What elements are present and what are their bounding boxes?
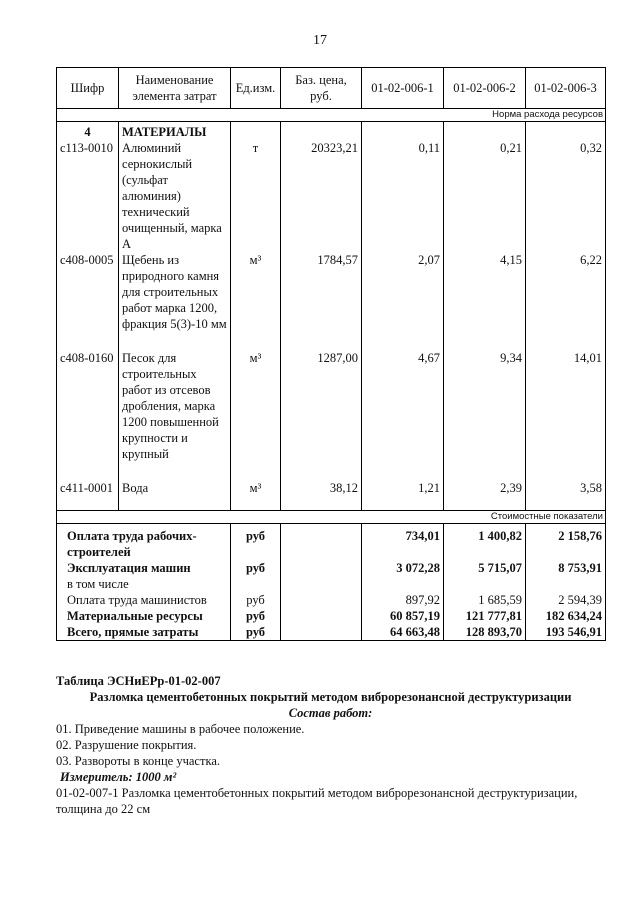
- cost-value-3: 193 546,91: [526, 624, 606, 641]
- cost-row: [57, 592, 606, 608]
- table-row: [57, 480, 606, 511]
- resource-value-1: 1,21: [362, 480, 444, 511]
- resource-name: Алюминий сернокислый (сульфат алюминия) технический очищенный, марка А: [119, 140, 231, 252]
- resource-name: Вода: [119, 480, 231, 511]
- cost-row: [57, 576, 606, 592]
- section-norms-label: Норма расхода ресурсов: [57, 109, 606, 122]
- cost-price-empty: [281, 624, 362, 641]
- section-costs-label: Стоимостные показатели: [57, 511, 606, 524]
- header-name: Наименование элемента затрат: [119, 68, 231, 109]
- resource-value-3: 3,58: [526, 480, 606, 511]
- resource-value-1: 2,07: [362, 252, 444, 350]
- resource-code: с411-0001: [57, 480, 119, 511]
- cost-name: Оплата труда рабочих-строителей: [57, 524, 231, 561]
- resource-unit: м³: [231, 350, 281, 480]
- header-price: Баз. цена, руб.: [281, 68, 362, 109]
- cost-value-3: 8 753,91: [526, 560, 606, 576]
- cost-unit: [231, 576, 281, 592]
- resource-value-3: 0,32: [526, 140, 606, 252]
- cost-value-2: 1 685,59: [444, 592, 526, 608]
- work-item-1: 01. Приведение машины в рабочее положение.: [56, 722, 305, 736]
- cost-name: в том числе: [57, 576, 231, 592]
- header-code: Шифр: [57, 68, 119, 109]
- group-row: [57, 122, 606, 141]
- cost-name: Материальные ресурсы: [57, 608, 231, 624]
- page-number: 17: [313, 33, 327, 48]
- group-title: МАТЕРИАЛЫ: [119, 122, 231, 141]
- cost-price-empty: [281, 592, 362, 608]
- resource-name: Песок для строительных работ из отсевов дробления, марка 1200 повышенной крупности и крупный: [119, 350, 231, 480]
- header-col2: 01-02-006-2: [444, 68, 526, 109]
- cost-row: [57, 608, 606, 624]
- cost-price-empty: [281, 576, 362, 592]
- cost-value-1: [362, 576, 444, 592]
- cost-row: [57, 624, 606, 641]
- resource-price: 20323,21: [281, 140, 362, 252]
- cost-value-3: [526, 576, 606, 592]
- resource-value-2: 9,34: [444, 350, 526, 480]
- works-heading: Состав работ:: [288, 706, 373, 720]
- cost-value-2: 1 400,82: [444, 524, 526, 561]
- cost-name: Оплата труда машинистов: [57, 592, 231, 608]
- cost-value-2: 121 777,81: [444, 608, 526, 624]
- header-row: [57, 68, 606, 109]
- resource-table: [56, 67, 606, 641]
- cost-unit: руб: [231, 624, 281, 641]
- cost-unit: руб: [231, 524, 281, 561]
- resource-value-2: 0,21: [444, 140, 526, 252]
- cost-value-2: 5 715,07: [444, 560, 526, 576]
- resource-value-2: 4,15: [444, 252, 526, 350]
- cost-value-2: 128 893,70: [444, 624, 526, 641]
- resource-value-2: 2,39: [444, 480, 526, 511]
- cost-value-2: [444, 576, 526, 592]
- cost-name: Всего, прямые затраты: [57, 624, 231, 641]
- work-item-3: 03. Развороты в конце участка.: [56, 754, 220, 768]
- resource-price: 1287,00: [281, 350, 362, 480]
- resource-code: с408-0160: [57, 350, 119, 480]
- section-norms-row: [57, 109, 606, 122]
- resource-price: 38,12: [281, 480, 362, 511]
- resource-name: Щебень из природного камня для строительных работ марка 1200, фракция 5(3)-10 мм: [119, 252, 231, 350]
- resource-unit: м³: [231, 252, 281, 350]
- cost-value-3: 2 594,39: [526, 592, 606, 608]
- section-costs-row: [57, 511, 606, 524]
- item-description: 01-02-007-1 Разломка цементобетонных покрытий методом виброрезонансной деструктуризации, толщина до 22 см: [56, 786, 578, 816]
- resource-value-3: 14,01: [526, 350, 606, 480]
- cost-value-3: 2 158,76: [526, 524, 606, 561]
- cost-value-1: 60 857,19: [362, 608, 444, 624]
- resource-code: с113-0010: [57, 140, 119, 252]
- table-row: [57, 350, 606, 480]
- cost-value-1: 64 663,48: [362, 624, 444, 641]
- resource-unit: м³: [231, 480, 281, 511]
- resource-value-3: 6,22: [526, 252, 606, 350]
- cost-value-3: 182 634,24: [526, 608, 606, 624]
- measure: Измеритель: 1000 м²: [60, 770, 177, 784]
- table-row: [57, 140, 606, 252]
- cost-row: [57, 524, 606, 561]
- table-row: [57, 252, 606, 350]
- cost-value-1: 3 072,28: [362, 560, 444, 576]
- cost-price-empty: [281, 524, 362, 561]
- header-col3: 01-02-006-3: [526, 68, 606, 109]
- cost-unit: руб: [231, 608, 281, 624]
- next-table-id: Таблица ЭСНиЕРр-01-02-007: [56, 674, 221, 688]
- header-unit: Ед.изм.: [231, 68, 281, 109]
- resource-unit: т: [231, 140, 281, 252]
- cost-unit: руб: [231, 592, 281, 608]
- resource-price: 1784,57: [281, 252, 362, 350]
- cost-price-empty: [281, 560, 362, 576]
- header-col1: 01-02-006-1: [362, 68, 444, 109]
- resource-value-1: 4,67: [362, 350, 444, 480]
- resource-code: с408-0005: [57, 252, 119, 350]
- resource-value-1: 0,11: [362, 140, 444, 252]
- cost-row: [57, 560, 606, 576]
- cost-name: Эксплуатация машин: [57, 560, 231, 576]
- cost-value-1: 734,01: [362, 524, 444, 561]
- cost-price-empty: [281, 608, 362, 624]
- work-item-2: 02. Разрушение покрытия.: [56, 738, 197, 752]
- cost-unit: руб: [231, 560, 281, 576]
- next-table-title: Разломка цементобетонных покрытий методом виброрезонансной деструктуризации: [89, 690, 572, 704]
- group-code: 4: [57, 122, 119, 141]
- cost-value-1: 897,92: [362, 592, 444, 608]
